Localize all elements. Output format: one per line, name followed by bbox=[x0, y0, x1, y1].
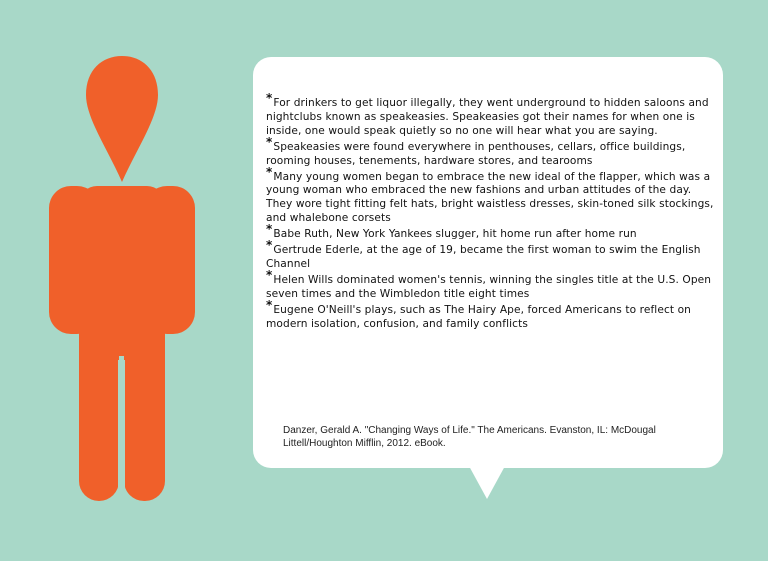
bullet-star: * bbox=[266, 134, 273, 149]
fact-text: For drinkers to get liquor illegally, they went underground to hidden saloons and nightclubs known as speakeasies. Speakeasies got their names for when one is inside, one would speak quietly so no one will hear what you are saying. bbox=[266, 97, 709, 137]
fact-text: Many young women began to embrace the new ideal of the flapper, which was a young woman who embraced the new fashions and urban attitudes of the day. They wore tight fitting felt hats, bright waistless dresses, skin-toned silk stockings, and whalebone corsets bbox=[266, 170, 714, 225]
fact-text: Gertrude Ederle, at the age of 19, became the first woman to swim the English Channel bbox=[266, 244, 701, 270]
fact-item bbox=[266, 238, 714, 272]
fact-text: Eugene O'Neill's plays, such as The Hairy Ape, forced Americans to reflect on modern isolation, confusion, and family conflicts bbox=[266, 303, 691, 330]
bullet-star: * bbox=[266, 297, 273, 312]
bullet-star: * bbox=[266, 222, 273, 237]
bullet-star: * bbox=[266, 238, 273, 253]
citation: Danzer, Gerald A. "Changing Ways of Life." The Americans. Evanston, IL: McDougal Littell/Houghton Mifflin, 2012. eBook. bbox=[283, 425, 656, 449]
fact-item bbox=[266, 164, 714, 227]
figure-right-leg bbox=[124, 300, 165, 501]
fact-item bbox=[266, 267, 714, 302]
bullet-star: * bbox=[266, 164, 273, 179]
figure-head bbox=[86, 56, 158, 182]
speech-bubble-tail bbox=[469, 466, 505, 499]
fact-text: Helen Wills dominated women's tennis, winning the singles title at the U.S. Open seven times and the Wimbledon title eight times bbox=[266, 273, 712, 300]
figure-left-leg bbox=[79, 300, 119, 501]
fact-text: Babe Ruth, New York Yankees slugger, hit home run after home run bbox=[273, 228, 637, 241]
bullet-star: * bbox=[266, 91, 273, 105]
fact-text: Speakeasies were found everywhere in penthouses, cellars, office buildings, rooming houses, tenements, hardware stores, and tearooms bbox=[266, 140, 686, 167]
fact-item bbox=[266, 297, 714, 332]
bullet-star: * bbox=[266, 267, 273, 282]
fact-item bbox=[266, 134, 714, 169]
fact-item bbox=[266, 91, 714, 139]
fact-item bbox=[266, 222, 714, 242]
facts-list bbox=[266, 91, 714, 333]
